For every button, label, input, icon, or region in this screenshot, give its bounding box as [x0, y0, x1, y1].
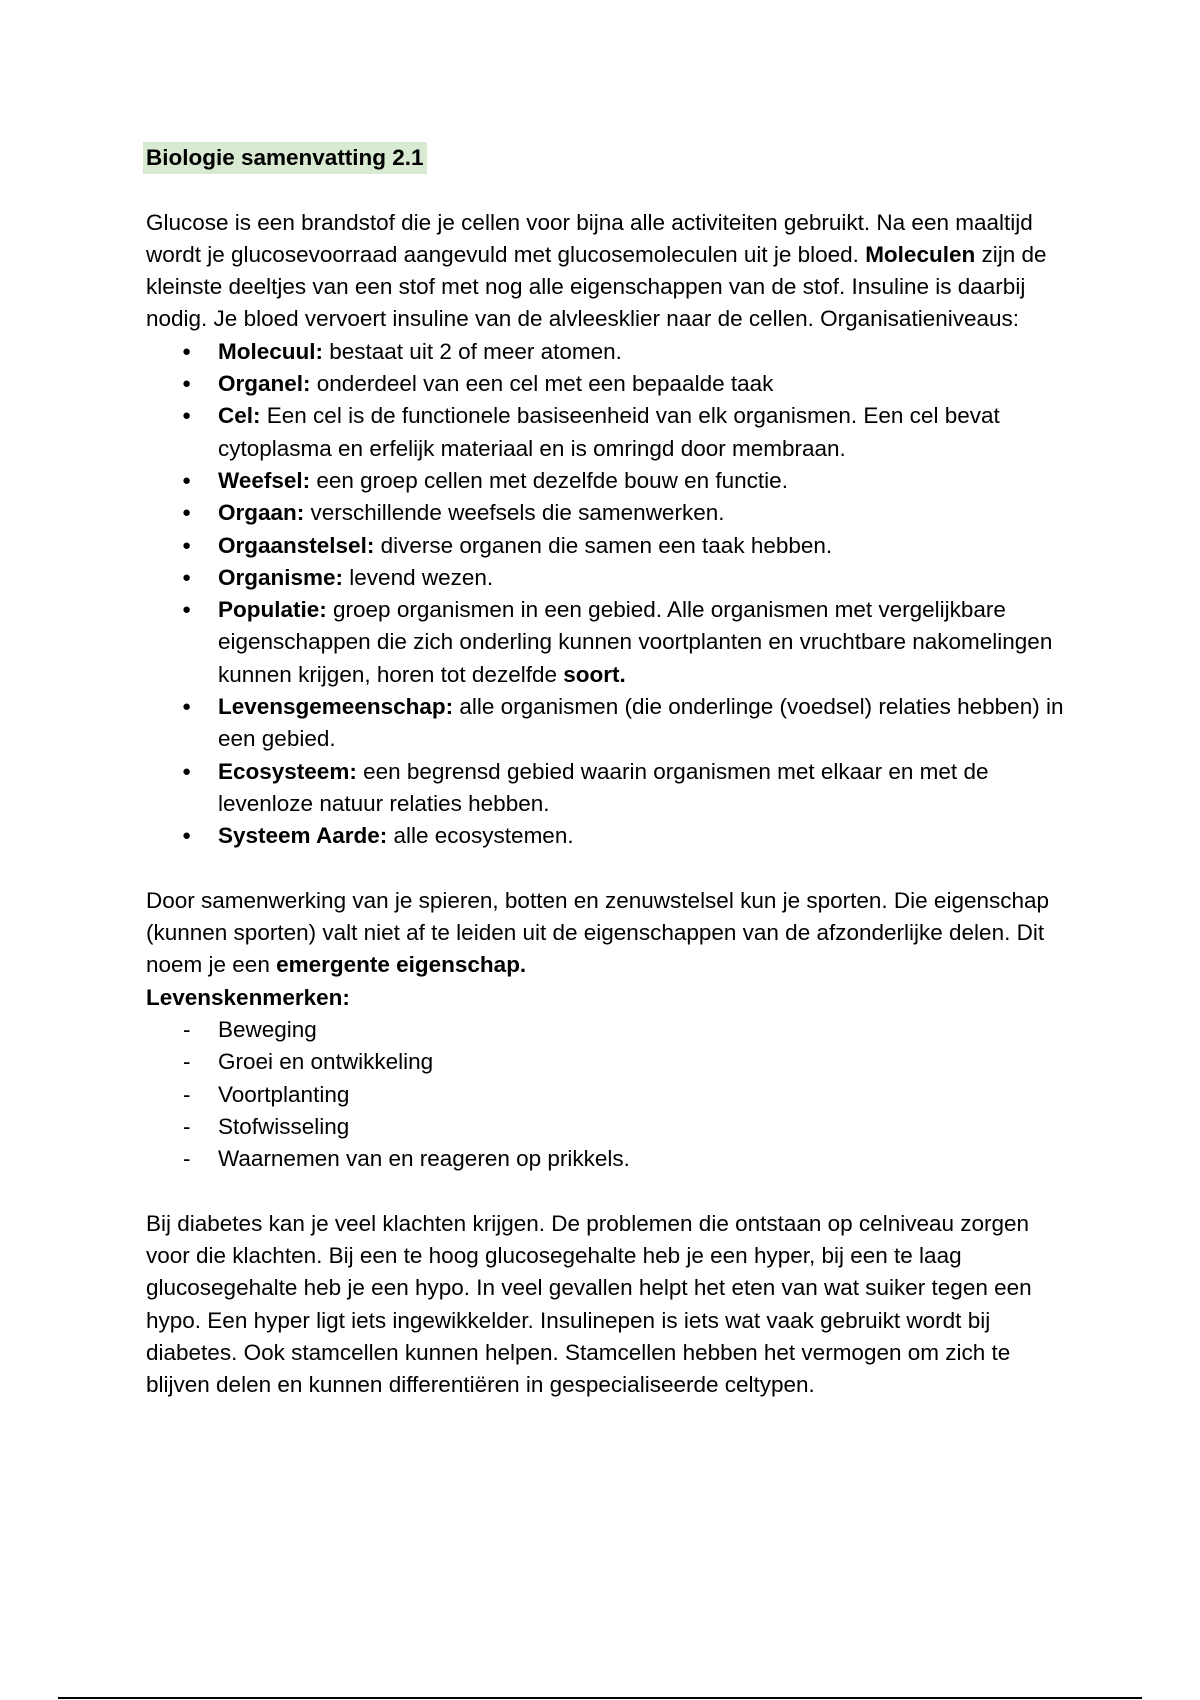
life-heading-text: Levenskenmerken: [146, 984, 350, 1010]
list-item-levensgemeenschap [218, 691, 1066, 756]
intro-text-2: zijn de kleinste deeltjes van een stof met nog alle eigenschappen van de stof. Insuline is daarbij nodig. Je bloed vervoert insuline van de alvleesklier naar de cellen. Organisatieniveaus: [146, 241, 1047, 332]
level-desc: bestaat uit 2 of meer atomen. [323, 338, 622, 364]
level-desc: een begrensd gebied waarin organismen met elkaar en met de levenloze natuur relaties hebben. [218, 758, 989, 816]
organisation-levels-list [146, 336, 1066, 853]
list-item: - Groei en ontwikkeling [218, 1046, 1066, 1078]
level-desc: verschillende weefsels die samenwerken. [304, 500, 725, 526]
spacer [146, 174, 1066, 206]
list-item-weefsel [218, 465, 1066, 497]
list-item-systeem-aarde [218, 820, 1066, 852]
list-item-organel [218, 368, 1066, 400]
level-desc: levend wezen. [343, 564, 494, 590]
list-item-molecuul [218, 336, 1066, 368]
list-item: - Waarnemen van en reageren op prikkels. [218, 1143, 1066, 1175]
spacer [146, 853, 1066, 885]
level-desc: alle organismen (die onderlinge (voedsel) relaties hebben) in een gebied. [218, 694, 1064, 752]
list-item-orgaan [218, 497, 1066, 529]
list-item-ecosysteem [218, 756, 1066, 821]
list-item-organisme [218, 562, 1066, 594]
level-term: Systeem Aarde: [218, 823, 388, 849]
intro-paragraph [146, 207, 1066, 336]
level-term: Cel: [218, 403, 261, 429]
list-item-orgaanstelsel [218, 530, 1066, 562]
level-term: Levensgemeenschap: [218, 694, 454, 720]
level-term: Organel: [218, 371, 311, 397]
emergent-paragraph [146, 885, 1066, 982]
spacer [146, 1176, 1066, 1208]
diabetes-paragraph: Bij diabetes kan je veel klachten krijgen. De problemen die ontstaan op celniveau zorgen voor die klachten. Bij een te hoog glucosegehalte heb je een hyper, bij een te laag glucosegehalte heb je een hypo. In veel gevallen helpt het eten van wat suiker tegen een hypo. Een hyper ligt iets ingewikkelder. Insulinepen is iets wat vaak gebruikt wordt bij diabetes. Ook stamcellen kunnen helpen. Stamcellen hebben het vermogen om zich te blijven delen en kunnen differentiëren in gespecialiseerde celtypen. [146, 1210, 1032, 1398]
emergent-text: Door samenwerking van je spieren, botten en zenuwstelsel kun je sporten. Die eigenschap (kunnen sporten) valt niet af te leiden uit de eigenschappen van de afzonderlijke delen. Dit noem je een [146, 887, 1050, 978]
level-term: Ecosysteem: [218, 758, 357, 784]
level-desc: Een cel is de functionele basiseenheid van elk organismen. Een cel bevat cytoplasma en erfelijk materiaal en is omringd door membraan. [218, 403, 1000, 461]
list-item: - Voortplanting [218, 1079, 1066, 1111]
level-term: Orgaanstelsel: [218, 532, 375, 558]
list-item-cel [218, 400, 1066, 465]
level-desc: alle ecosystemen. [387, 823, 574, 849]
level-desc: onderdeel van een cel met een bepaalde taak [310, 371, 774, 397]
list-item: - Stofwisseling [218, 1111, 1066, 1143]
document-page [146, 142, 1066, 1402]
intro-bold-moleculen: Moleculen [865, 241, 976, 267]
level-term: Weefsel: [218, 467, 311, 493]
intro-text-1: Glucose is een brandstof die je cellen voor bijna alle activiteiten gebruikt. Na een maaltijd wordt je glucosevoorraad aangevuld met glucosemoleculen uit je bloed. [146, 209, 1033, 267]
level-term: Populatie: [218, 597, 327, 623]
life-heading [146, 982, 1066, 1014]
level-tail-bold: soort. [563, 661, 626, 687]
level-desc: een groep cellen met dezelfde bouw en functie. [310, 467, 788, 493]
emergent-bold: emergente eigenschap. [276, 952, 527, 978]
level-desc: groep organismen in een gebied. Alle organismen met vergelijkbare eigenschappen die zich onderling kunnen voortplanten en vruchtbare nakomelingen kunnen krijgen, horen tot dezelfde [218, 597, 1053, 687]
list-item: - Beweging [218, 1014, 1066, 1046]
list-item-populatie [218, 594, 1066, 691]
level-term: Orgaan: [218, 500, 305, 526]
life-traits-list [146, 1014, 1066, 1175]
level-desc: diverse organen die samen een taak hebben. [374, 532, 833, 558]
level-term: Organisme: [218, 564, 344, 590]
footer-divider [58, 1697, 1142, 1699]
page-title: Biologie samenvatting 2.1 [143, 142, 427, 174]
level-term: Molecuul: [218, 338, 323, 364]
